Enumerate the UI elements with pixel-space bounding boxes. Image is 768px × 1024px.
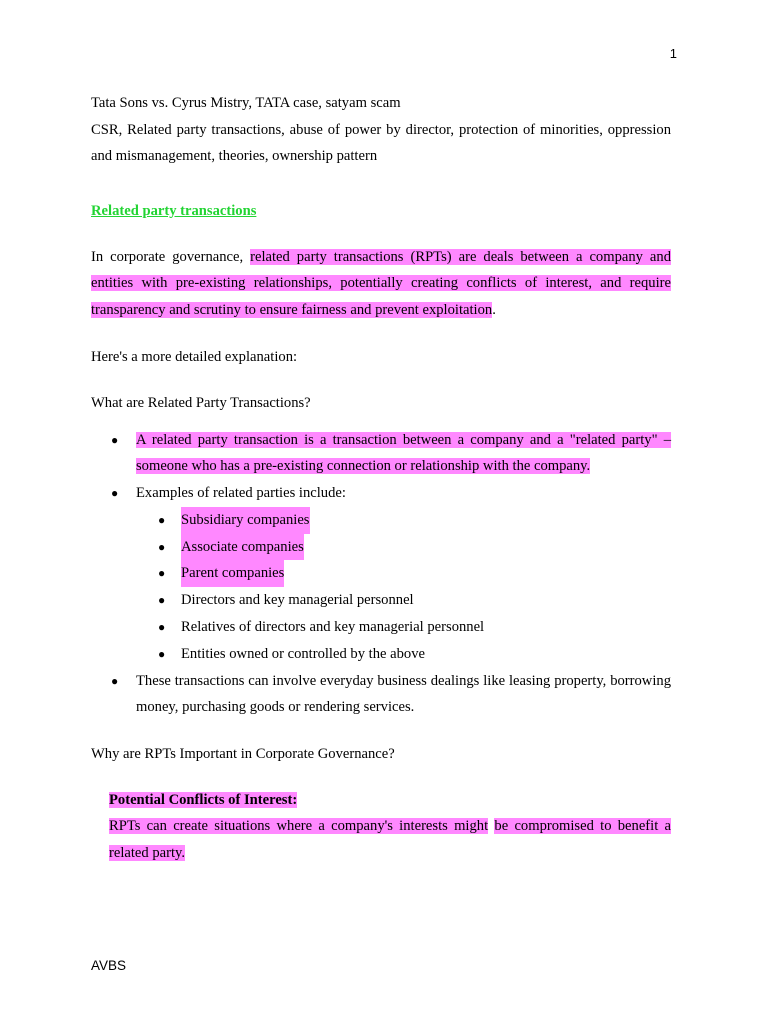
bullet-text: Examples of related parties include: xyxy=(136,485,346,502)
bullet-text: A related party transaction is a transaction between a company and a "related party" – someone who has a pre-existing connection or relationship with the company. xyxy=(136,431,671,475)
list-item xyxy=(91,614,671,641)
page-number: 1 xyxy=(669,46,677,61)
bullet-text: These transactions can involve everyday business dealings like leasing property, borrowing money, purchasing goods or rendering services. xyxy=(136,672,671,716)
list-item xyxy=(91,534,671,561)
why-heading: Why are RPTs Important in Corporate Governance? xyxy=(91,745,395,762)
list-item xyxy=(91,560,671,587)
explanation-intro: Here's a more detailed explanation: xyxy=(91,348,298,365)
conflicts-block xyxy=(91,787,671,866)
sub-bullet-text: Subsidiary companies xyxy=(181,511,310,528)
what-heading: What are Related Party Transactions? xyxy=(91,394,311,411)
bullet-icon: ● xyxy=(158,646,166,661)
conflicts-paragraph xyxy=(109,813,671,866)
list-item xyxy=(91,507,671,534)
section-heading: Related party transactions xyxy=(91,202,257,219)
definition-tail: . xyxy=(492,301,496,318)
sub-bullet-text: Directors and key managerial personnel xyxy=(181,592,414,609)
definition-lead: In corporate governance, xyxy=(91,248,251,265)
topics-line-2: CSR, Related party transactions, abuse of power by director, protection of minorities, oppression and mismanagement, theories, ownership pattern xyxy=(91,121,671,164)
rpt-bullet-list xyxy=(91,427,671,721)
footer-label: AVBS xyxy=(91,958,127,973)
sub-list-container xyxy=(91,507,671,668)
bullet-icon: ● xyxy=(158,593,166,608)
list-item xyxy=(91,641,671,668)
bullet-icon: ● xyxy=(111,673,119,688)
sub-bullet-text: Associate companies xyxy=(181,538,304,555)
sub-bullet-text: Parent companies xyxy=(181,565,285,582)
related-parties-list xyxy=(91,507,671,668)
list-item xyxy=(91,480,671,507)
bullet-icon: ● xyxy=(158,539,166,554)
sub-bullet-text: Entities owned or controlled by the above xyxy=(181,645,425,662)
conflicts-heading: Potential Conflicts of Interest: xyxy=(109,791,298,808)
bullet-icon: ● xyxy=(158,619,166,634)
definition-paragraph xyxy=(91,244,671,324)
list-item xyxy=(91,668,671,721)
conflicts-text-2: be compromised to benefit a related party. xyxy=(109,817,671,861)
document-body xyxy=(91,90,671,866)
bullet-icon: ● xyxy=(111,432,119,447)
bullet-icon: ● xyxy=(111,486,119,501)
sub-bullet-text: Relatives of directors and key managerial personnel xyxy=(181,618,485,635)
bullet-icon: ● xyxy=(158,512,166,527)
list-item xyxy=(91,587,671,614)
list-item xyxy=(91,427,671,480)
bullet-icon: ● xyxy=(158,566,166,581)
conflicts-text-1: RPTs can create situations where a company's interests might xyxy=(109,817,489,834)
definition-highlight: related party transactions (RPTs) are deals between a company and entities with pre-existing relationships, potentially creating conflicts of interest, and require transparency and scrutiny to ensure fairness and prevent exploitation xyxy=(91,248,671,318)
topics-line: Tata Sons vs. Cyrus Mistry, TATA case, satyam scam xyxy=(91,95,401,111)
